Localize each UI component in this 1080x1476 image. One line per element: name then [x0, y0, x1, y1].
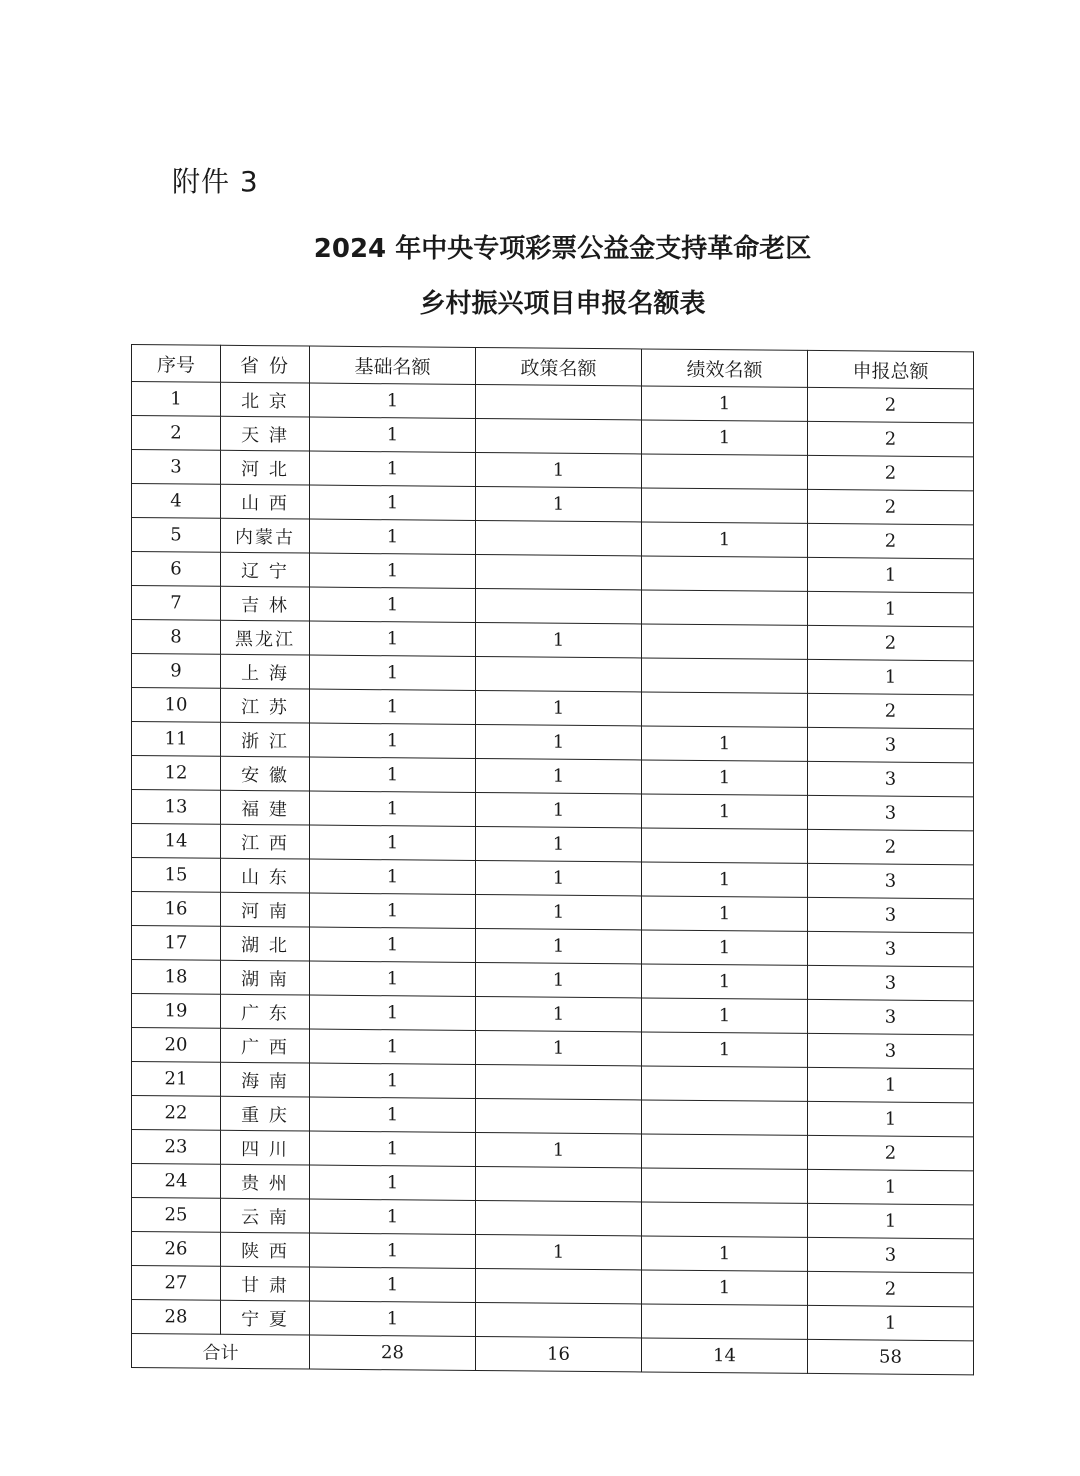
cell-performance-quota	[642, 1066, 808, 1101]
cell-basic-quota: 1	[310, 519, 476, 554]
cell-performance-quota: 1	[642, 420, 808, 455]
cell-province: 湖 南	[221, 960, 310, 995]
cell-province: 上 海	[221, 654, 310, 689]
cell-no: 23	[132, 1130, 221, 1165]
totals-total: 58	[808, 1339, 974, 1374]
cell-policy-quota: 1	[476, 453, 642, 488]
cell-performance-quota	[642, 828, 808, 863]
cell-total-quota: 3	[808, 931, 974, 966]
cell-performance-quota	[642, 454, 808, 489]
cell-policy-quota	[476, 1099, 642, 1134]
cell-no: 20	[132, 1028, 221, 1063]
cell-no: 8	[132, 620, 221, 655]
cell-policy-quota: 1	[476, 725, 642, 760]
cell-province: 福 建	[221, 790, 310, 825]
cell-performance-quota	[642, 1134, 808, 1169]
cell-basic-quota: 1	[310, 1199, 476, 1234]
cell-basic-quota: 1	[310, 1301, 476, 1336]
cell-performance-quota	[642, 1202, 808, 1237]
cell-province: 辽 宁	[221, 552, 310, 587]
cell-policy-quota: 1	[476, 929, 642, 964]
cell-total-quota: 2	[808, 1271, 974, 1306]
cell-total-quota: 3	[808, 1237, 974, 1272]
header-policy-quota: 政策名额	[476, 348, 642, 386]
document-title-line-2: 乡村振兴项目申报名额表	[419, 289, 706, 319]
cell-policy-quota: 1	[476, 623, 642, 658]
cell-province: 河 南	[221, 892, 310, 927]
cell-basic-quota: 1	[310, 757, 476, 792]
cell-province: 黑龙江	[221, 620, 310, 655]
cell-province: 吉 林	[221, 586, 310, 621]
totals-basic: 28	[310, 1335, 476, 1370]
cell-basic-quota: 1	[310, 995, 476, 1030]
cell-no: 21	[132, 1062, 221, 1097]
cell-total-quota: 3	[808, 897, 974, 932]
table-body	[132, 382, 974, 1341]
cell-total-quota: 2	[808, 1135, 974, 1170]
cell-province: 安 徽	[221, 756, 310, 791]
cell-total-quota: 2	[808, 625, 974, 660]
cell-basic-quota: 1	[310, 655, 476, 690]
totals-policy: 16	[476, 1337, 642, 1372]
cell-policy-quota: 1	[476, 691, 642, 726]
cell-basic-quota: 1	[310, 689, 476, 724]
cell-province: 江 西	[221, 824, 310, 859]
cell-performance-quota	[642, 692, 808, 727]
cell-performance-quota: 1	[642, 760, 808, 795]
cell-basic-quota: 1	[310, 961, 476, 996]
cell-total-quota: 1	[808, 1101, 974, 1136]
header-performance-quota: 绩效名额	[642, 349, 808, 387]
cell-no: 7	[132, 586, 221, 621]
cell-province: 河 北	[221, 450, 310, 485]
cell-basic-quota: 1	[310, 451, 476, 486]
cell-no: 15	[132, 858, 221, 893]
cell-total-quota: 1	[808, 1203, 974, 1238]
cell-total-quota: 1	[808, 1067, 974, 1102]
cell-performance-quota: 1	[642, 1270, 808, 1305]
cell-total-quota: 3	[808, 795, 974, 830]
cell-policy-quota	[476, 385, 642, 420]
cell-policy-quota	[476, 1167, 642, 1202]
cell-policy-quota	[476, 1065, 642, 1100]
cell-province: 广 西	[221, 1028, 310, 1063]
cell-basic-quota: 1	[310, 417, 476, 452]
cell-no: 1	[132, 382, 221, 417]
cell-no: 13	[132, 790, 221, 825]
cell-total-quota: 1	[808, 1305, 974, 1340]
document-title-line-1: 2024 年中央专项彩票公益金支持革命老区	[313, 234, 812, 264]
cell-basic-quota: 1	[310, 1131, 476, 1166]
cell-no: 22	[132, 1096, 221, 1131]
cell-policy-quota: 1	[476, 793, 642, 828]
cell-policy-quota: 1	[476, 487, 642, 522]
cell-policy-quota	[476, 555, 642, 590]
cell-performance-quota: 1	[642, 386, 808, 421]
cell-policy-quota: 1	[476, 861, 642, 896]
cell-performance-quota: 1	[642, 862, 808, 897]
cell-performance-quota: 1	[642, 794, 808, 829]
cell-performance-quota: 1	[642, 726, 808, 761]
cell-performance-quota	[642, 590, 808, 625]
header-total-quota: 申报总额	[808, 350, 974, 388]
cell-policy-quota: 1	[476, 827, 642, 862]
cell-performance-quota: 1	[642, 522, 808, 557]
cell-no: 9	[132, 654, 221, 689]
quota-table	[131, 344, 974, 1375]
cell-basic-quota: 1	[310, 859, 476, 894]
cell-performance-quota	[642, 488, 808, 523]
cell-basic-quota: 1	[310, 553, 476, 588]
cell-basic-quota: 1	[310, 791, 476, 826]
cell-province: 海 南	[221, 1062, 310, 1097]
attachment-label: 附件 3	[172, 165, 259, 198]
cell-basic-quota: 1	[310, 893, 476, 928]
cell-no: 4	[132, 484, 221, 519]
cell-no: 18	[132, 960, 221, 995]
cell-policy-quota	[476, 657, 642, 692]
cell-province: 云 南	[221, 1198, 310, 1233]
cell-no: 27	[132, 1266, 221, 1301]
cell-basic-quota: 1	[310, 1097, 476, 1132]
cell-province: 四 川	[221, 1130, 310, 1165]
cell-performance-quota: 1	[642, 1236, 808, 1271]
cell-no: 26	[132, 1232, 221, 1267]
cell-total-quota: 1	[808, 591, 974, 626]
cell-basic-quota: 1	[310, 1233, 476, 1268]
header-basic-quota: 基础名额	[310, 346, 476, 384]
cell-total-quota: 2	[808, 523, 974, 558]
cell-province: 山 东	[221, 858, 310, 893]
cell-province: 北 京	[221, 382, 310, 417]
cell-policy-quota: 1	[476, 963, 642, 998]
cell-performance-quota: 1	[642, 896, 808, 931]
cell-performance-quota: 1	[642, 930, 808, 965]
header-province: 省 份	[221, 345, 310, 383]
cell-basic-quota: 1	[310, 1029, 476, 1064]
totals-row	[132, 1334, 974, 1375]
cell-performance-quota	[642, 1100, 808, 1135]
cell-province: 内蒙古	[221, 518, 310, 553]
header-no: 序号	[132, 345, 221, 383]
cell-province: 湖 北	[221, 926, 310, 961]
cell-total-quota: 3	[808, 863, 974, 898]
cell-total-quota: 1	[808, 659, 974, 694]
cell-no: 10	[132, 688, 221, 723]
cell-province: 江 苏	[221, 688, 310, 723]
cell-basic-quota: 1	[310, 485, 476, 520]
cell-no: 28	[132, 1300, 221, 1335]
cell-total-quota: 2	[808, 693, 974, 728]
cell-total-quota: 2	[808, 387, 974, 422]
totals-label: 合计	[132, 1334, 310, 1370]
cell-policy-quota	[476, 589, 642, 624]
cell-basic-quota: 1	[310, 1267, 476, 1302]
cell-performance-quota: 1	[642, 998, 808, 1033]
cell-performance-quota	[642, 624, 808, 659]
cell-policy-quota	[476, 1303, 642, 1338]
cell-performance-quota: 1	[642, 1032, 808, 1067]
cell-no: 12	[132, 756, 221, 791]
cell-no: 2	[132, 416, 221, 451]
cell-no: 5	[132, 518, 221, 553]
cell-no: 11	[132, 722, 221, 757]
cell-policy-quota	[476, 1269, 642, 1304]
cell-province: 山 西	[221, 484, 310, 519]
cell-province: 广 东	[221, 994, 310, 1029]
cell-no: 24	[132, 1164, 221, 1199]
cell-policy-quota: 1	[476, 759, 642, 794]
cell-no: 16	[132, 892, 221, 927]
cell-total-quota: 2	[808, 455, 974, 490]
cell-no: 14	[132, 824, 221, 859]
totals-performance: 14	[642, 1338, 808, 1373]
cell-total-quota: 2	[808, 489, 974, 524]
cell-basic-quota: 1	[310, 825, 476, 860]
cell-policy-quota	[476, 521, 642, 556]
cell-performance-quota	[642, 658, 808, 693]
cell-no: 17	[132, 926, 221, 961]
cell-total-quota: 3	[808, 1033, 974, 1068]
cell-policy-quota: 1	[476, 997, 642, 1032]
cell-total-quota: 1	[808, 557, 974, 592]
cell-performance-quota: 1	[642, 964, 808, 999]
cell-policy-quota: 1	[476, 1235, 642, 1270]
cell-total-quota: 3	[808, 999, 974, 1034]
cell-province: 宁 夏	[221, 1300, 310, 1335]
cell-basic-quota: 1	[310, 621, 476, 656]
cell-performance-quota	[642, 556, 808, 591]
cell-total-quota: 3	[808, 727, 974, 762]
cell-total-quota: 2	[808, 421, 974, 456]
cell-province: 浙 江	[221, 722, 310, 757]
cell-performance-quota	[642, 1168, 808, 1203]
cell-province: 甘 肃	[221, 1266, 310, 1301]
cell-basic-quota: 1	[310, 1063, 476, 1098]
cell-policy-quota	[476, 1201, 642, 1236]
cell-no: 3	[132, 450, 221, 485]
cell-province: 贵 州	[221, 1164, 310, 1199]
cell-policy-quota	[476, 419, 642, 454]
cell-total-quota: 1	[808, 1169, 974, 1204]
cell-basic-quota: 1	[310, 927, 476, 962]
cell-basic-quota: 1	[310, 1165, 476, 1200]
cell-performance-quota	[642, 1304, 808, 1339]
cell-province: 重 庆	[221, 1096, 310, 1131]
cell-province: 陕 西	[221, 1232, 310, 1267]
cell-province: 天 津	[221, 416, 310, 451]
cell-policy-quota: 1	[476, 1031, 642, 1066]
cell-total-quota: 3	[808, 761, 974, 796]
cell-policy-quota: 1	[476, 1133, 642, 1168]
cell-basic-quota: 1	[310, 723, 476, 758]
cell-no: 25	[132, 1198, 221, 1233]
cell-total-quota: 2	[808, 829, 974, 864]
cell-policy-quota: 1	[476, 895, 642, 930]
cell-no: 19	[132, 994, 221, 1029]
cell-basic-quota: 1	[310, 587, 476, 622]
cell-basic-quota: 1	[310, 383, 476, 418]
cell-no: 6	[132, 552, 221, 587]
cell-total-quota: 3	[808, 965, 974, 1000]
